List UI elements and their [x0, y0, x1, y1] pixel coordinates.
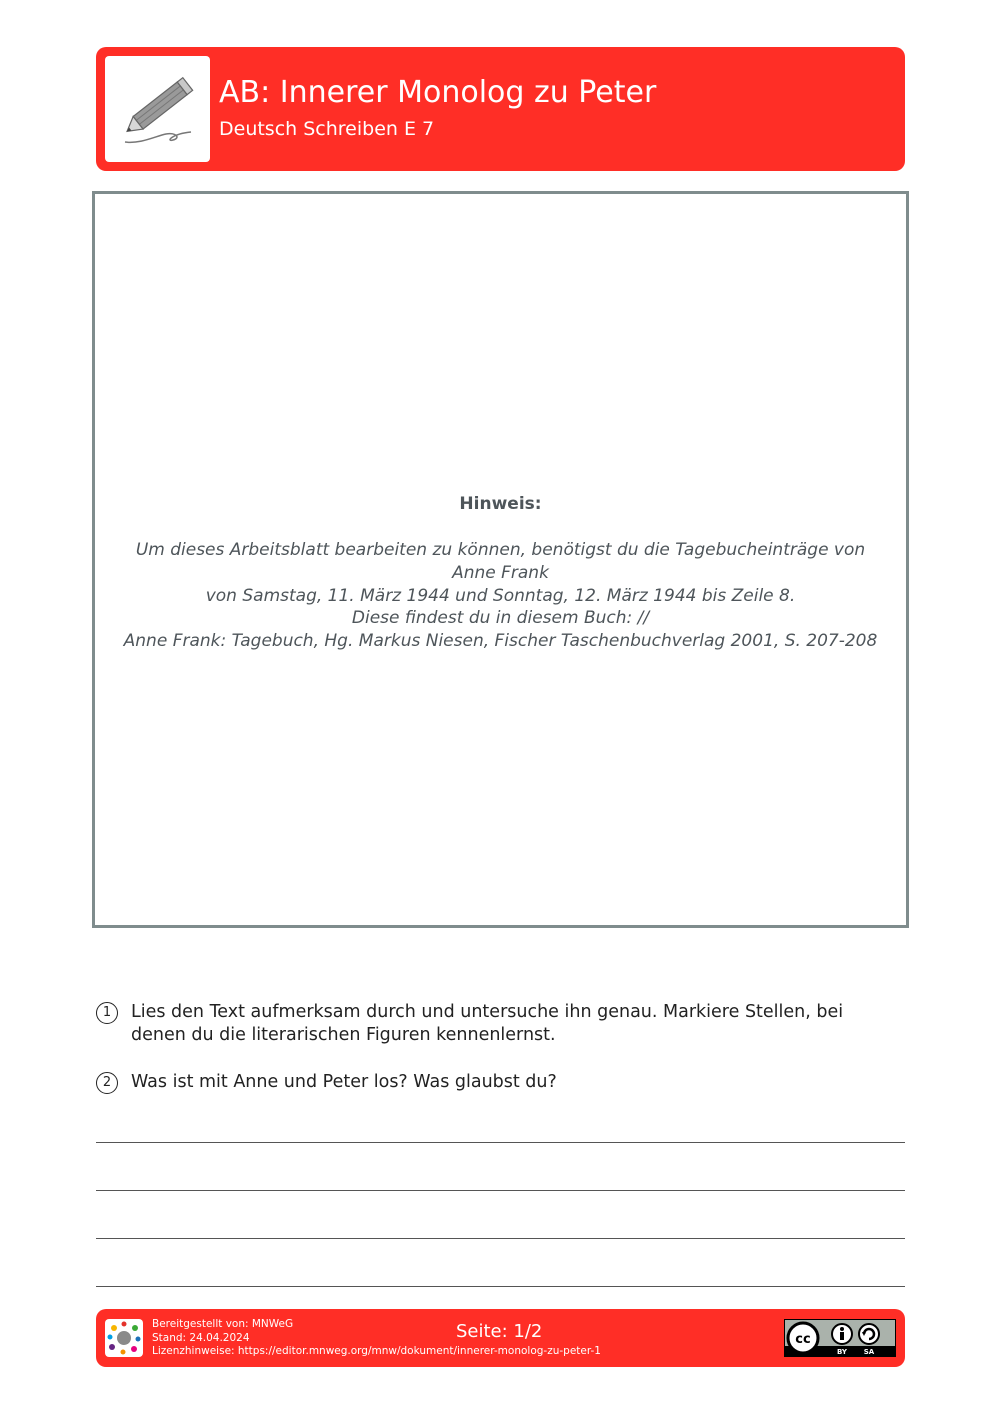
task-number: 1 [96, 1002, 118, 1024]
note-line: Anne Frank: Tagebuch, Hg. Markus Niesen, Fischer Taschenbuchverlag 2001, S. 207-208 [123, 631, 878, 651]
cc-mark: cc [795, 1332, 811, 1347]
pencil-icon [105, 56, 210, 162]
note-line: Um dieses Arbeitsblatt bearbeiten zu können, benötigst du die Tagebucheinträge von Anne Frank [135, 540, 866, 583]
task-item [96, 1001, 896, 1049]
cc-by-label: BY [836, 1348, 848, 1356]
task-text: Was ist mit Anne und Peter los? Was glaubst du? [131, 1072, 557, 1092]
page-number: Seite: 1/2 [456, 1321, 543, 1342]
task-text: Lies den Text aufmerksam durch und untersuche ihn genau. Markiere Stellen, bei denen du die literarischen Figuren kennenlernst. [131, 1002, 844, 1045]
answer-line[interactable] [96, 1142, 905, 1143]
note-title: Hinweis: [459, 494, 542, 514]
license-link[interactable]: Lizenzhinweise: https://editor.mnweg.org/mnw/dokument/innerer-monolog-zu-peter-1 [152, 1345, 601, 1357]
cc-sa-label: SA [863, 1348, 875, 1356]
note-line: Diese findest du in diesem Buch: // [351, 608, 650, 628]
note-paragraph-source [115, 607, 886, 653]
note-box [92, 191, 909, 928]
answer-line[interactable] [96, 1190, 905, 1191]
footer-bar [96, 1309, 905, 1367]
task-number: 2 [96, 1072, 118, 1094]
note-line: von Samstag, 11. März 1944 und Sonntag, 12. März 1944 bis Zeile 8. [205, 586, 796, 606]
task-item [96, 1071, 896, 1095]
answer-line[interactable] [96, 1286, 905, 1287]
mnweg-logo-icon [105, 1319, 143, 1357]
provided-by: Bereitgestellt von: MNWeG [152, 1318, 294, 1330]
cc-by-sa-license-icon [784, 1319, 896, 1357]
page-subtitle: Deutsch Schreiben E 7 [219, 118, 435, 140]
date-stamp: Stand: 24.04.2024 [152, 1331, 250, 1344]
header-banner [96, 47, 905, 171]
page-title: AB: Innerer Monolog zu Peter [219, 75, 657, 110]
note-paragraph-requirements [115, 539, 886, 608]
answer-line[interactable] [96, 1238, 905, 1239]
